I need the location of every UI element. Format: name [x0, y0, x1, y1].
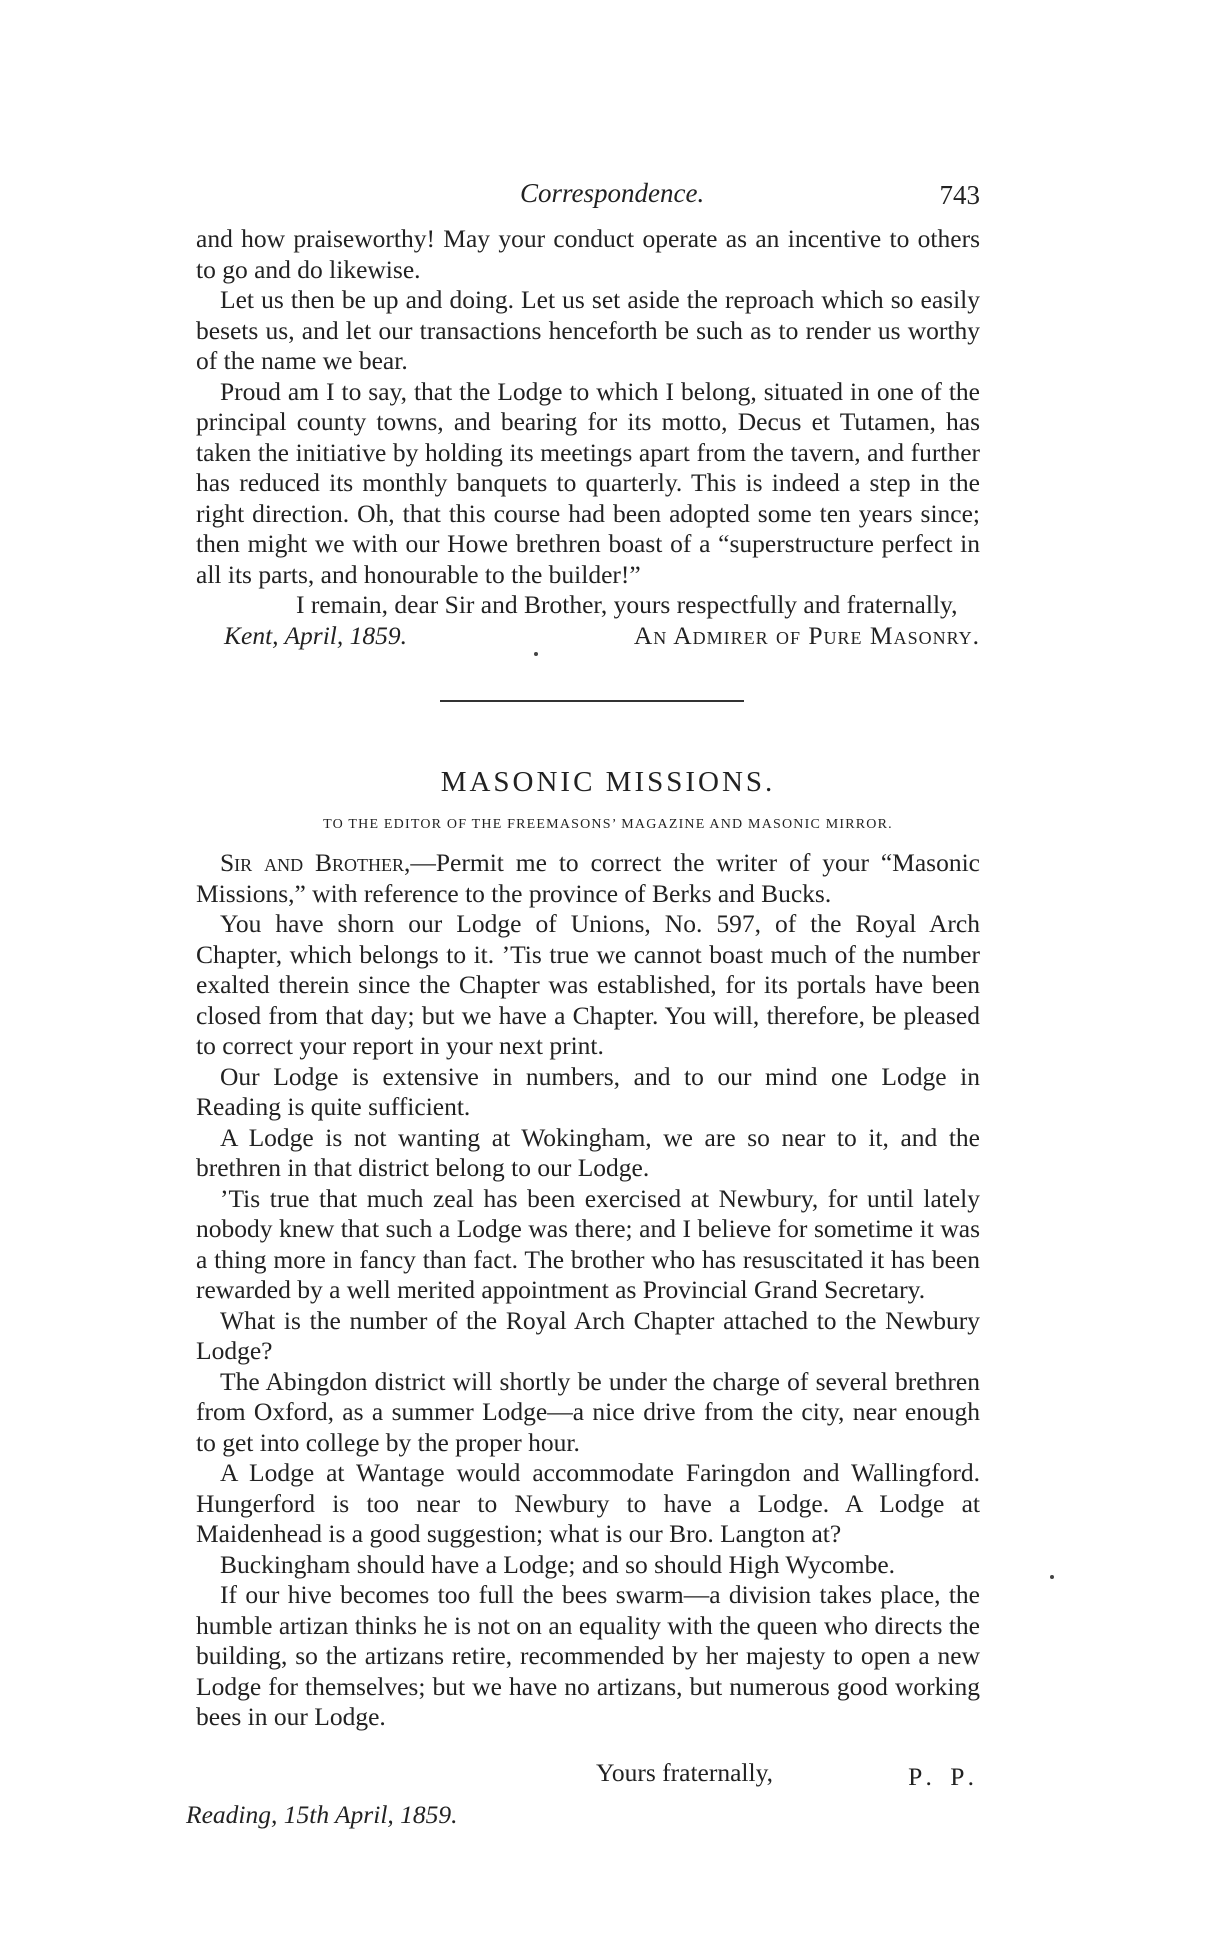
article-paragraph-9: Buckingham should have a Lodge; and so should High Wycombe.: [220, 1549, 896, 1579]
letter1-paragraph-1: and how praiseworthy! May your conduct operate as an incentive to others to go and do likewise.: [196, 224, 980, 284]
print-speck: [1050, 1575, 1054, 1579]
article-paragraph-5: ’Tis true that much zeal has been exercised at Newbury, for until lately nobody knew that such a Lodge was there; and I believe for sometime it was a thing more in fancy than fact. The brother who has resuscitated it has been rewarded by a well merited appointment as Provincial Grand Secretary.: [196, 1183, 980, 1304]
article-paragraph-2: You have shorn our Lodge of Unions, No. 597, of the Royal Arch Chapter, which belongs to it. ’Tis true we cannot boast much of the number exalted therein since the Chapter was established, for its portals have been closed from that day; but we have a Chapter. You will, therefore, be pleased to correct your report in your next print.: [196, 909, 980, 1060]
letter1-signature-line: [196, 621, 980, 652]
article-paragraph-3: Our Lodge is extensive in numbers, and to our mind one Lodge in Reading is quite sufficient.: [196, 1061, 980, 1121]
salutation: Sir and Brother,: [220, 848, 411, 877]
running-head: Correspondence.: [520, 178, 705, 208]
article-place-date: Reading, 15th April, 1859.: [186, 1800, 458, 1829]
article-title: MASONIC MISSIONS.: [440, 766, 776, 798]
article-paragraph-4: A Lodge is not wanting at Wokingham, we are so near to it, and the brethren in that district belong to our Lodge.: [196, 1122, 980, 1182]
article-closing: [186, 1758, 980, 1838]
article-paragraph-1-text: —Permit me to correct the writer of your “Masonic Missions,” with reference to the province of Berks and Bucks.: [196, 848, 981, 908]
editor-address: TO THE EDITOR OF THE FREEMASONS’ MAGAZINE AND MASONIC MIRROR.: [323, 817, 893, 832]
letter1-place-date: Kent, April, 1859.: [224, 620, 407, 650]
letter1-paragraph-3: Proud am I to say, that the Lodge to which I belong, situated in one of the principal county towns, and bearing for its motto, Decus et Tutamen, has taken the initiative by holding its meetings apart from the tavern, and further has reduced its monthly banquets to quarterly. This is indeed a step in the right direction. Oh, that this course had been adopted some ten years since; then might we with our Howe brethren boast of a “superstructure perfect in all its parts, and honourable to the builder!”: [196, 376, 980, 589]
letter1-paragraph-2: Let us then be up and doing. Let us set aside the reproach which so easily besets us, and let our transactions henceforth be such as to render us worthy of the name we bear.: [196, 285, 980, 375]
letter-continuation: [196, 224, 980, 651]
article-body: [196, 848, 980, 1733]
article-paragraph-7: The Abingdon district will shortly be under the charge of several brethren from Oxford, as a summer Lodge—a nice drive from the city, near enough to get into college by the proper hour.: [196, 1366, 980, 1457]
print-speck: [534, 652, 538, 656]
article-paragraph-6: What is the number of the Royal Arch Chapter attached to the Newbury Lodge?: [196, 1305, 980, 1365]
page-number: 743: [939, 180, 980, 210]
article-paragraph-1: [196, 848, 980, 909]
letter1-closing: I remain, dear Sir and Brother, yours respectfully and fraternally,: [296, 590, 958, 619]
article-paragraph-10: If our hive becomes too full the bees swarm—a division takes place, the humble artizan thinks he is not on an equality with the queen who directs the building, so the artizans retire, recommended by her majesty to open a new Lodge for themselves; but we have no artizans, but numerous good working bees in our Lodge.: [196, 1580, 980, 1731]
section-divider: [440, 700, 744, 702]
author-initials: P. P.: [908, 1762, 980, 1791]
closing-salutation: Yours fraternally,: [596, 1758, 774, 1787]
article-paragraph-8: A Lodge at Wantage would accommodate Faringdon and Wallingford. Hungerford is too near to Newbury to have a Lodge. A Lodge at Maidenhead is a good suggestion; what is our Bro. Langton at?: [196, 1458, 980, 1548]
letter1-signature: An Admirer of Pure Masonry.: [633, 620, 980, 650]
page-header: [200, 178, 980, 218]
